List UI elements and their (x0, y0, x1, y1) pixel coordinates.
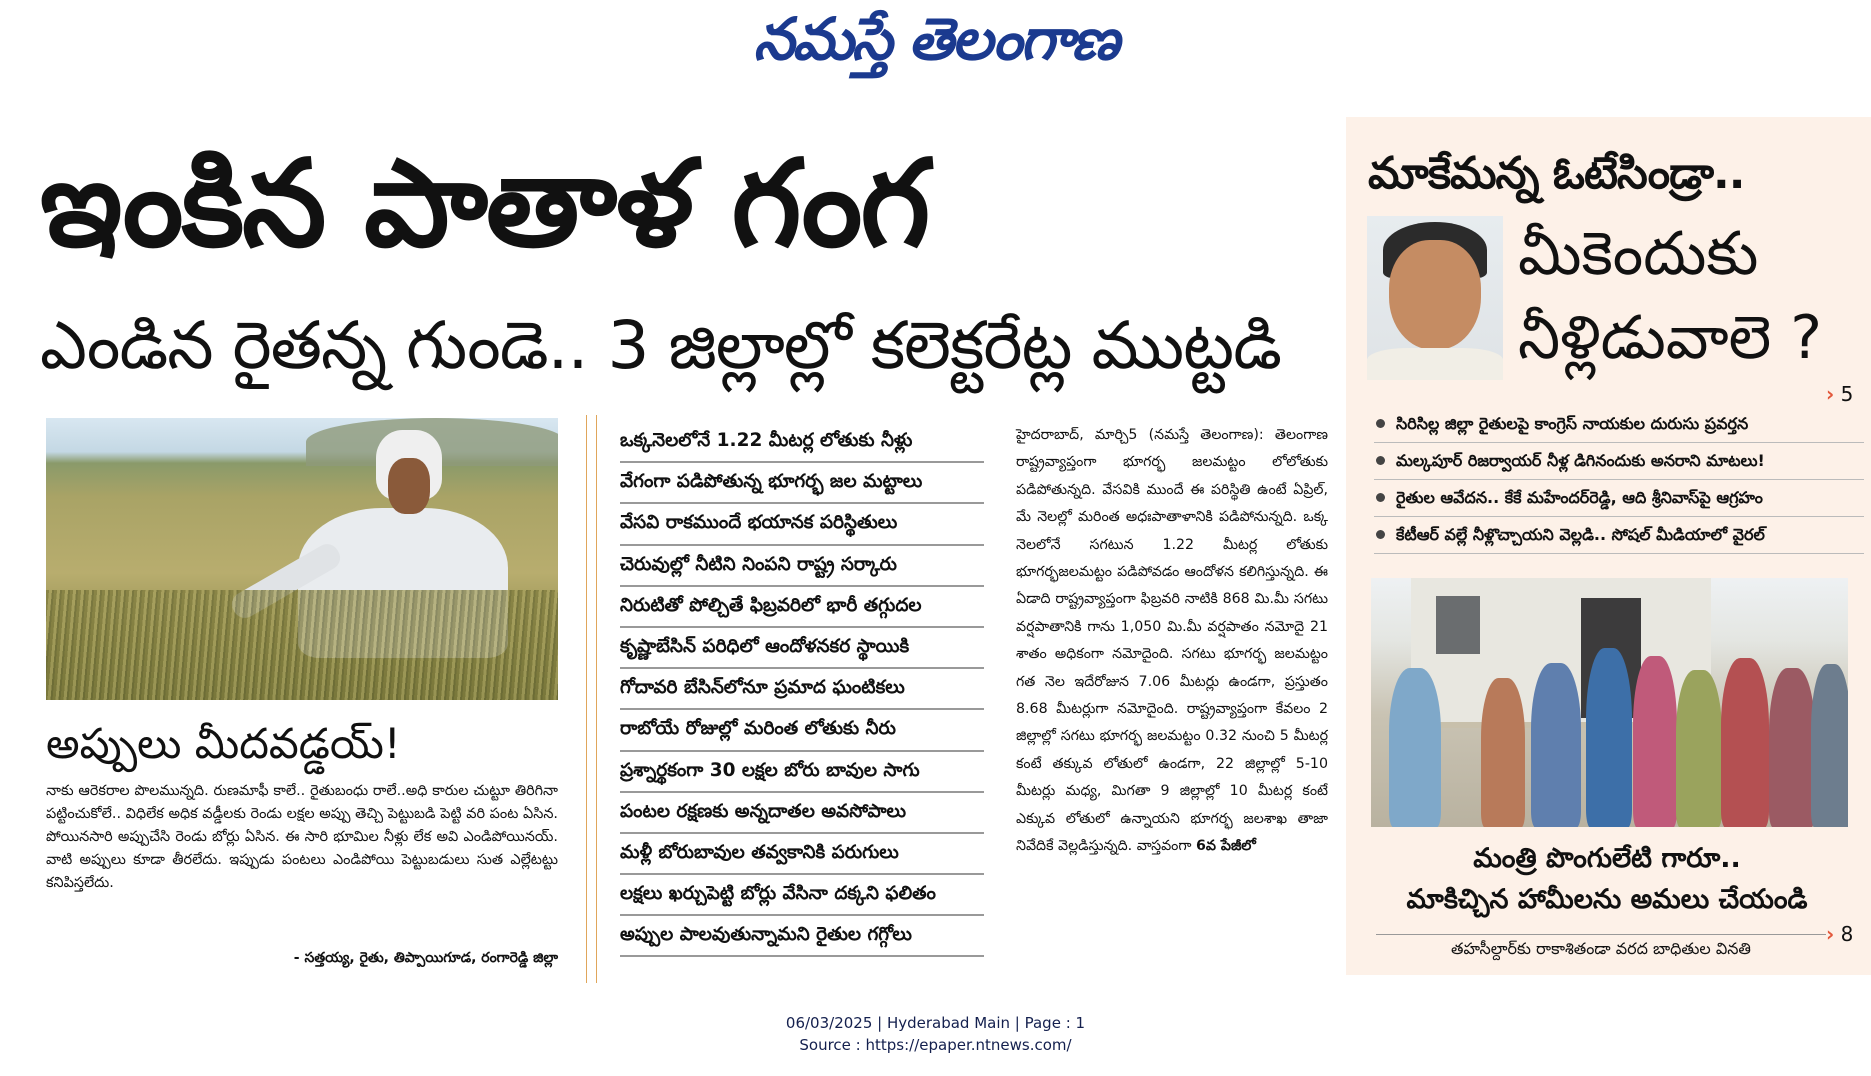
sidebar-story-attribution: - సత్తయ్య, రైతు, తిప్పాయిగూడ, రంగారెడ్డి జిల్లా (293, 950, 558, 966)
highlight-item: వేగంగా పడిపోతున్న భూగర్భ జల మట్టాలు (620, 463, 984, 504)
panel-bullet-list (1374, 406, 1864, 554)
highlight-item: మళ్లీ బోరుబావుల తవ్వకానికి పరుగులు (620, 834, 984, 875)
villagers-photo (1371, 578, 1848, 827)
highlight-item: వేసవి రాకముందే భయానక పరిస్థితులు (620, 504, 984, 545)
page-number: 8 (1840, 922, 1854, 946)
panel-headline-main (1518, 212, 1858, 384)
highlight-item: లక్షలు ఖర్చుపెట్టి బోర్లు వేసినా దక్కని ఫలితం (620, 875, 984, 916)
main-headline: ఇంకిన పాతాళ గంగ (40, 135, 929, 274)
sidebar-story-body: నాకు ఆరెకరాల పొలమున్నది. రుణమాఫీ కాలే.. రైతుబంధు రాలే..అధి కారుల చుట్టూ తిరిగినా పట్టించుకోలే.. విధిలేక అధిక వడ్డీలకు రెండు లక్షల అప్పు తెచ్చి పెట్టుబడి పెట్టి వరి పంట ఏసిన. పోయినసారి అప్పుచేసి రెండు బోర్లు ఏసిన. ఈ సారి భూమిల నీళ్లు లేక అవి ఎండిపోయినయ్. వాటి అప్పులు కూడా తీరలేదు. ఇప్పుడు పంటలు ఎండిపోయి పెట్టుబడులు సుత ఎల్లేటట్టు కనిపిస్తలేదు. (46, 783, 558, 891)
panel-story-headline-line2: మాకిచ్చిన హామీలను అమలు చేయండి (1406, 884, 1808, 915)
highlight-item: అప్పుల పాలవుతున్నామని రైతుల గగ్గోలు (620, 916, 984, 957)
main-story (1016, 422, 1328, 982)
main-story-text: హైదరాబాద్, మార్చి5 (నమస్తే తెలంగాణ): తెలంగాణ రాష్ట్రవ్యాప్తంగా భూగర్భ జలమట్టం లోలోతుకు పడిపోతున్నది. వేసవికి ముందే ఈ పరిస్థితి ఉంటే ఏప్రిల్, మే నెలల్లో మరింత అధఃపాతాళానికి పడిపోనున్నది. ఒక్క నెలలోనే సగటున 1.22 మీటర్ల లోతుకు భూగర్భజలమట్టం పడిపోవడం ఆందోళన కలిగిస్తున్నది. ఈ ఏడాది రాష్ట్రవ్యాప్తంగా ఫిబ్రవరి నాటికి 868 మి.మీ సగటు వర్షపాతానికి గాను 1,050 మి.మీ వర్షపాతం నమోదై 21 శాతం అధికంగా నమోదైంది. సగటు భూగర్భ జలమట్టం గత నెల ఇదేరోజున 7.06 మీటర్లు ఉండగా, ప్రస్తుతం 8.68 మీటర్లుగా నమోదైంది. రాష్ట్రవ్యాప్తంగా కేవలం 2 జిల్లాల్లో సగటు భూగర్భ జలమట్టం 0.32 నుంచి 5 మీటర్ల కంటే తక్కువ లోతులో ఉండగా, 22 జిల్లాల్లో 5-10 మీటర్లు మధ్య, మిగతా 9 జిల్లాల్లో 10 మీటర్ల కంటే ఎక్కువ లోతులో ఉన్నాయని భూగర్భ జలశాఖ తాజా నివేదికే వెల్లడిస్తున్నది. వాస్తవంగా (1016, 427, 1328, 855)
column-divider (596, 415, 597, 983)
page-number: 5 (1840, 382, 1854, 406)
highlight-item: ఒక్కనెలలోనే 1.22 మీటర్ల లోతుకు నీళ్లు (620, 422, 984, 463)
sub-headline: ఎండిన రైతన్న గుండె.. 3 జిల్లాల్లో కలెక్టరేట్ల ముట్టడి (40, 307, 1281, 384)
page-reference[interactable] (1826, 922, 1866, 946)
panel-list-item: కేటీఆర్ వల్లే నీళ్లొచ్చాయని వెల్లడి.. సోషల్ మీడియాలో వైరల్ (1374, 517, 1864, 554)
panel-headline-line2: నీళ్లిడువాలె ? (1518, 303, 1823, 373)
photo-caption: తహసీల్దార్‌కు రాకాశితండా వరద బాధితుల వినతి (1376, 934, 1826, 962)
highlight-item: ప్రశ్నార్థకంగా 30 లక్షల బోరు బావుల సాగు (620, 752, 984, 793)
highlight-item: పంటల రక్షణకు అన్నదాతల అవసోపాలు (620, 793, 984, 834)
highlight-item: కృష్ణాబేసిన్ పరిధిలో ఆందోళనకర స్థాయికి (620, 628, 984, 669)
panel-headline-line1: మీకెందుకు (1518, 219, 1759, 289)
page-arrow-icon: › (1826, 922, 1835, 946)
portrait-photo (1367, 216, 1503, 380)
panel-story-headline-line1: మంత్రి పొంగులేటి గారూ.. (1473, 843, 1741, 874)
continued-link[interactable]: 6వ పేజీలో (1195, 838, 1256, 855)
panel-story-headline (1372, 838, 1842, 920)
footer-source-link[interactable]: Source : https://epaper.ntnews.com/ (799, 1036, 1072, 1054)
highlights-list (620, 422, 984, 957)
sidebar-story-title: అప్పులు మీదవడ్డయ్! (46, 719, 401, 768)
highlight-item: రాబోయే రోజుల్లో మరింత లోతుకు నీరు (620, 710, 984, 751)
page-reference[interactable] (1826, 382, 1866, 406)
panel-list-item: మల్కపూర్ రిజర్వాయర్ నీళ్ల డిగినందుకు అనరాని మాటలు! (1374, 443, 1864, 480)
panel-headline-top: మాకేమన్న ఓటేసిండ్రా.. (1368, 148, 1745, 199)
column-divider (586, 415, 587, 983)
page-footer (0, 1012, 1871, 1056)
farmer-photo (46, 418, 558, 700)
panel-list-item: రైతుల ఆవేదన.. కేకే మహేందర్‌రెడ్డి, ఆది శ్రీనివాస్‌పై ఆగ్రహం (1374, 480, 1864, 517)
highlight-item: గోదావరి బేసిన్‌లోనూ ప్రమాద ఘంటికలు (620, 669, 984, 710)
footer-edition-info: 06/03/2025 | Hyderabad Main | Page : 1 (785, 1014, 1086, 1032)
panel-list-item: సిరిసిల్ల జిల్లా రైతులపై కాంగ్రెస్ నాయకుల దురుసు ప్రవర్తన (1374, 406, 1864, 443)
masthead: నమస్తే తెలంగాణ (753, 5, 1118, 73)
page-arrow-icon: › (1826, 382, 1835, 406)
highlight-item: చెరువుల్లో నీటిని నింపని రాష్ట్ర సర్కారు (620, 546, 984, 587)
highlight-item: నిరుటితో పోల్చితే ఫిబ్రవరిలో భారీ తగ్గుదల (620, 587, 984, 628)
